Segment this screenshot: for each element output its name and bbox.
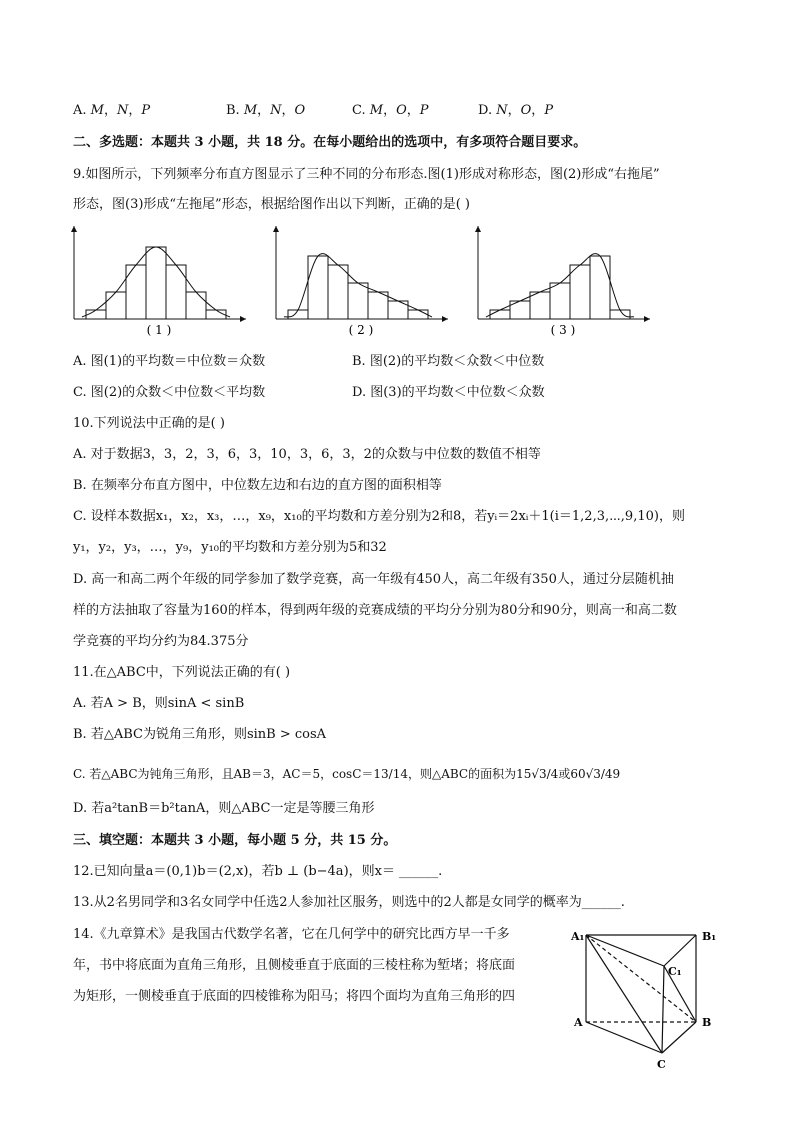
- label-a1: A₁: [571, 930, 585, 943]
- chart-3-y-arrow: [475, 226, 481, 232]
- chart-3-bar-4: [550, 283, 570, 319]
- q11-option-a: A. 若A > B，则sinA < sinB: [73, 696, 245, 711]
- q10-option-b: B. 在频率分布直方图中，中位数左边和右边的直方图的面积相等: [73, 478, 442, 493]
- chart-1-bar-4: [146, 247, 166, 319]
- q9-option-b: B. 图(2)的平均数＜众数＜中位数: [352, 354, 545, 369]
- chart-1-bar-2: [106, 292, 126, 319]
- q13-text: 13.从2名男同学和3名女同学中任选2人参加社区服务，则选中的2人都是女同学的概率为______.: [73, 895, 625, 910]
- section-2-heading: 二、多选题：本题共 3 小题，共 18 分。在每小题给出的选项中，有多项符合题目要求。: [73, 135, 587, 150]
- q10-option-d-line3: 学竞赛的平均分约为84.375分: [73, 634, 249, 649]
- q8-option-c: C. M，O，P: [352, 103, 429, 118]
- q10-option-a: A. 对于数据3，3，2，3，6，3，10，3，6，3，2的众数与中位数的数值不相等: [73, 447, 541, 462]
- chart-3-x-arrow: [644, 316, 650, 322]
- chart-label-2: ( 2 ): [348, 323, 374, 337]
- q10-stem: 10.下列说法中正确的是( ): [73, 416, 225, 431]
- q10-option-d-line2: 样的方法抽取了容量为160的样本，得到两年级的竞赛成绩的平均分分别为80分和90分，则高一和高二数: [73, 603, 677, 618]
- chart-2-bar-3: [328, 265, 348, 319]
- chart-3-curve: [486, 254, 634, 317]
- q9-stem-line1: 9.如图所示，下列频率分布直方图显示了三种不同的分布形态.图(1)形成对称形态，图(2)形成“右拖尾”: [73, 167, 660, 182]
- chart-3-bar-3: [530, 292, 550, 319]
- q8-option-d: D. N，O，P: [478, 103, 554, 118]
- chart-3-bar-1: [490, 310, 510, 319]
- q14-line1: 14.《九章算术》是我国古代数学名著，它在几何学中的研究比西方早一千多: [73, 927, 510, 942]
- chart-2-curve: [284, 254, 432, 317]
- label-c1: C₁: [668, 965, 682, 978]
- q8-option-a: A. M，N，P: [73, 103, 151, 118]
- q11-option-d: D. 若a²tanB＝b²tanA，则△ABC一定是等腰三角形: [73, 801, 375, 816]
- q11-option-c: C. 若△ABC为钝角三角形，且AB＝3，AC＝5，cosC＝13/14，则△ABC的面积为15√3/4或60√3/49: [73, 767, 621, 781]
- chart-2-bar-1: [288, 310, 308, 319]
- chart-1-bar-3: [126, 265, 146, 319]
- histogram-figures: [64, 222, 664, 344]
- chart-3-bar-5: [570, 265, 590, 319]
- q12-text: 12.已知向量a＝(0,1)b＝(2,x)，若b ⊥ (b−4a)，则x＝ ______.: [73, 864, 443, 879]
- q14-line3: 为矩形，一侧棱垂直于底面的四棱锥称为阳马；将四个面均为直角三角形的四: [73, 989, 516, 1004]
- q11-option-b: B. 若△ABC为锐角三角形，则sinB > cosA: [73, 727, 327, 742]
- chart-1-x-arrow: [240, 316, 246, 322]
- q10-option-c-line2: y₁，y₂，y₃，…，y₉，y₁₀的平均数和方差分别为5和32: [73, 540, 387, 555]
- prism-figure: [566, 925, 726, 1075]
- chart-2-bar-4: [348, 283, 368, 319]
- q9-option-c: C. 图(2)的众数＜中位数＜平均数: [73, 385, 266, 400]
- q10-option-d-line1: D. 高一和高二两个年级的同学参加了数学竞赛，高一年级有450人，高二年级有350人，通过分层随机抽: [73, 572, 674, 587]
- chart-2-y-arrow: [273, 226, 279, 232]
- chart-1-bar-6: [186, 292, 206, 319]
- chart-1-y-arrow: [71, 226, 77, 232]
- q14-line2: 年，书中将底面为直角三角形，且侧棱垂直于底面的三棱柱称为堑堵；将底面: [73, 958, 516, 973]
- label-b: B: [702, 1016, 712, 1029]
- q9-stem-line2: 形态，图(3)形成“左拖尾”形态，根据给图作出以下判断，正确的是( ): [73, 197, 470, 212]
- chart-3-bar-6: [590, 256, 610, 319]
- chart-2-bar-5: [368, 292, 388, 319]
- q11-stem: 11.在△ABC中，下列说法正确的有( ): [73, 665, 291, 680]
- chart-2-bar-2: [308, 256, 328, 319]
- chart-label-3: ( 3 ): [550, 323, 576, 337]
- chart-1-curve: [82, 247, 230, 317]
- chart-2-x-arrow: [442, 316, 448, 322]
- q9-option-d: D. 图(3)的平均数＜中位数＜众数: [352, 385, 545, 400]
- q10-option-c-line1: C. 设样本数据x₁，x₂，x₃，…，x₉，x₁₀的平均数和方差分别为2和8，若yᵢ＝2xᵢ＋1(i＝1,2,3,⋯,9,10)，则: [73, 509, 685, 524]
- chart-1-bar-5: [166, 265, 186, 319]
- label-c: C: [657, 1058, 666, 1071]
- chart-3-bar-7: [610, 310, 630, 319]
- label-a: A: [574, 1016, 583, 1029]
- label-b1: B₁: [702, 930, 717, 943]
- q9-option-a: A. 图(1)的平均数＝中位数＝众数: [73, 354, 266, 369]
- chart-label-1: ( 1 ): [146, 323, 172, 337]
- chart-2-bar-7: [408, 310, 428, 319]
- q8-option-b: B. M，N，O: [226, 103, 306, 118]
- section-3-heading: 三、填空题：本题共 3 小题，每小题 5 分，共 15 分。: [73, 833, 397, 848]
